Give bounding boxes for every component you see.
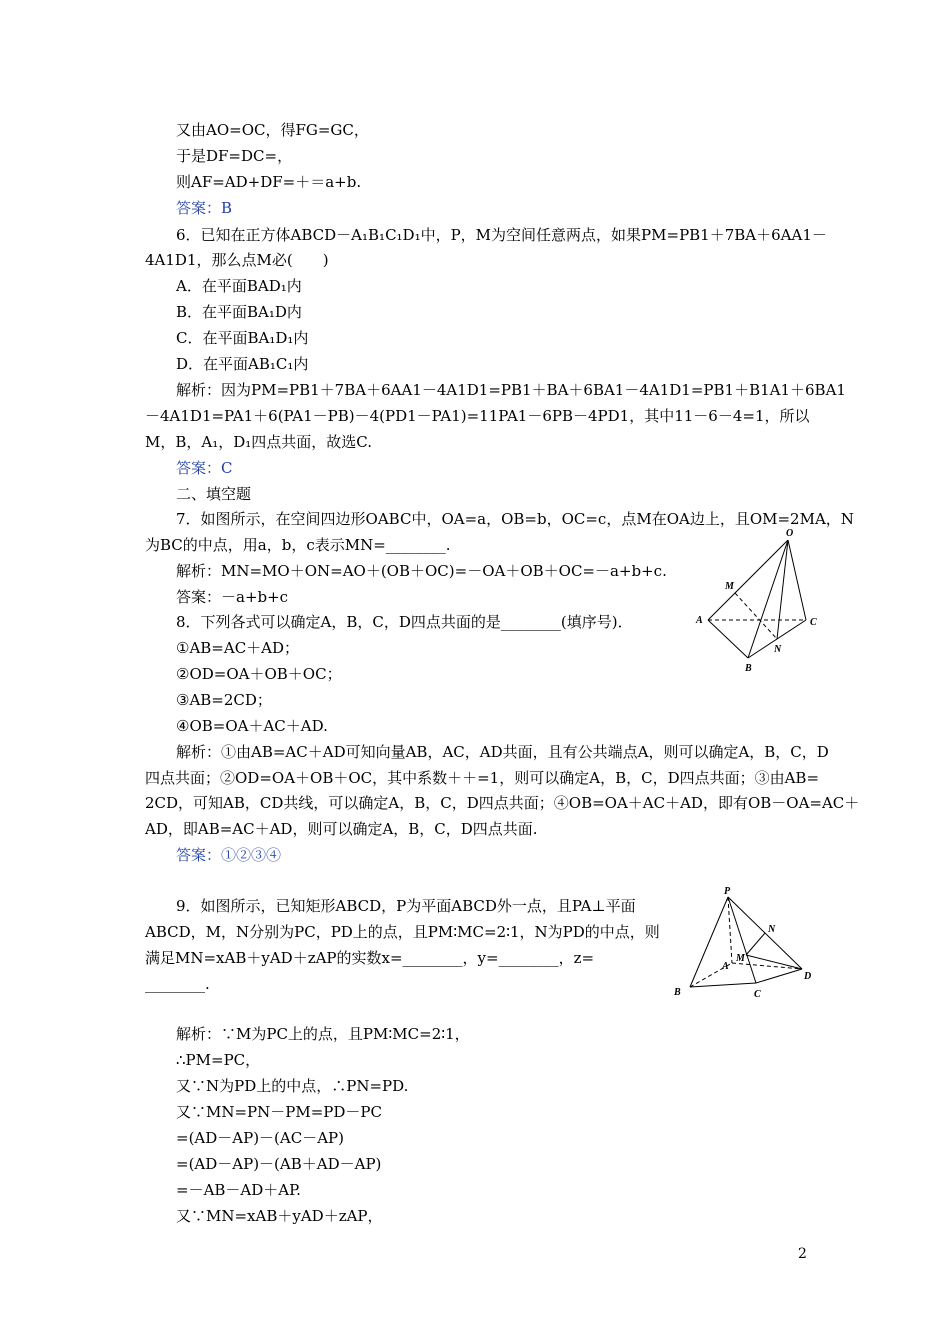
text-line: 四点共面；②OD=OA＋OB＋OC，其中系数＋＋=1，则可以确定A，B，C，D四点共面；③由AB= bbox=[145, 769, 820, 787]
edge-bc bbox=[690, 983, 756, 987]
text-line: 答案：B bbox=[176, 199, 233, 217]
label-n: N bbox=[768, 924, 776, 935]
edge-pc bbox=[728, 897, 756, 983]
label-b: B bbox=[674, 987, 681, 998]
text-line: ②OD=OA＋OB＋OC； bbox=[176, 665, 342, 683]
edge-pb bbox=[690, 897, 728, 987]
text-line: B．在平面BA₁D内 bbox=[176, 303, 302, 321]
label-c: C bbox=[754, 989, 761, 1000]
text-line: =(AD－AP)－(AB＋AD－AP) bbox=[176, 1155, 382, 1173]
text-line: =(AD－AP)－(AC－AP) bbox=[176, 1129, 344, 1147]
text-line: ①AB=AC＋AD； bbox=[176, 639, 300, 657]
text-line: 解析：∵M为PC上的点，且PM∶MC=2∶1， bbox=[176, 1025, 470, 1043]
text-line: 又∵MN=xAB＋yAD＋zAP， bbox=[176, 1207, 383, 1225]
edge-ab bbox=[708, 620, 748, 658]
text-line: 又∵MN=PN－PM=PD－PC bbox=[176, 1103, 382, 1121]
text-line: 6．已知在正方体ABCD－A₁B₁C₁D₁中，P，M为空间任意两点，如果PM=PB1＋7BA＋6AA1－ bbox=[176, 226, 827, 244]
text-line: 7．如图所示，在空间四边形OABC中，OA=a，OB=b，OC=c，点M在OA边上，且OM=2MA，N bbox=[176, 510, 854, 528]
text-line: 则AF=AD+DF=＋＝a+b. bbox=[176, 173, 362, 191]
text-line: 为BC的中点，用a，b，c表示MN=________. bbox=[145, 536, 451, 554]
label-o: O bbox=[786, 528, 794, 539]
text-line: 二、填空题 bbox=[176, 485, 252, 503]
text-line: 满足MN=xAB＋yAD＋zAP的实数x=________，y=________，z= bbox=[145, 949, 595, 967]
label-m: M bbox=[736, 953, 745, 964]
label-p: P bbox=[724, 886, 731, 897]
text-line: D．在平面AB₁C₁内 bbox=[176, 355, 309, 373]
text-line: 解析：MN=MO＋ON=AO＋(OB＋OC)=－OA＋OB＋OC=－a+b+c. bbox=[176, 562, 667, 580]
text-line: 解析：因为PM=PB1＋7BA＋6AA1－4A1D1=PB1＋BA＋6BA1－4A1D1=PB1＋B1A1＋6BA1 bbox=[176, 381, 846, 399]
segment-mn bbox=[746, 933, 765, 955]
edge-cd bbox=[756, 969, 802, 983]
text-line: 答案：①②③④ bbox=[176, 846, 282, 864]
text-line: 答案：－a+b+c bbox=[176, 588, 289, 606]
text-line: －4A1D1=PA1＋6(PA1－PB)－4(PD1－PA1)=11PA1－6PB－4PD1，其中11－6－4=1，所以 bbox=[145, 407, 810, 425]
text-line: =－AB－AD＋AP. bbox=[176, 1181, 301, 1199]
label-c: C bbox=[810, 617, 817, 628]
text-line: AD，即AB=AC＋AD，则可以确定A，B，C，D四点共面. bbox=[145, 820, 538, 838]
text-line: 2CD，可知AB，CD共线，可以确定A，B，C，D四点共面；④OB=OA＋AC＋AD，即有OB－OA=AC＋ bbox=[145, 794, 860, 812]
text-line: C．在平面BA₁D₁内 bbox=[176, 329, 309, 347]
page-number: 2 bbox=[798, 1246, 807, 1262]
label-d: D bbox=[804, 971, 812, 982]
text-line: 4A1D1，那么点M必( ) bbox=[145, 251, 329, 269]
text-line: 答案：C bbox=[176, 459, 233, 477]
text-line: 8．下列各式可以确定A，B，C，D四点共面的是________(填序号)． bbox=[176, 613, 633, 631]
label-a: A bbox=[696, 615, 703, 626]
text-line: 又∵N为PD上的中点，∴PN=PD. bbox=[176, 1077, 409, 1095]
segment-mn bbox=[735, 593, 777, 639]
text-line: 解析：①由AB=AC＋AD可知向量AB，AC，AD共面，且有公共端点A，则可以确定A，B，C，D bbox=[176, 743, 829, 761]
edge-oc bbox=[788, 540, 806, 620]
text-line: ∴PM=PC， bbox=[176, 1051, 261, 1069]
text-line: ABCD，M，N分别为PC，PD上的点，且PM∶MC=2∶1，N为PD的中点，则 bbox=[145, 923, 660, 941]
label-n: N bbox=[774, 644, 782, 655]
tetrahedron-figure bbox=[690, 528, 830, 678]
text-line: ③AB=2CD； bbox=[176, 691, 272, 709]
label-m: M bbox=[725, 581, 734, 592]
text-line: A．在平面BAD₁内 bbox=[176, 277, 302, 295]
edge-ob bbox=[748, 540, 788, 658]
pyramid-figure bbox=[670, 883, 825, 1003]
text-line: 又由AO=OC，得FG=GC， bbox=[176, 121, 369, 139]
text-line: 9．如图所示，已知矩形ABCD，P为平面ABCD外一点，且PA⊥平面 bbox=[176, 897, 636, 915]
text-line: ④OB=OA＋AC＋AD. bbox=[176, 717, 328, 735]
text-line: 于是DF=DC=， bbox=[176, 147, 293, 165]
edge-oa bbox=[708, 540, 788, 620]
text-line: M，B，A₁，D₁四点共面，故选C. bbox=[145, 433, 372, 451]
text-line: ________. bbox=[145, 975, 210, 993]
label-b: B bbox=[745, 663, 752, 674]
label-a: A bbox=[722, 961, 729, 972]
